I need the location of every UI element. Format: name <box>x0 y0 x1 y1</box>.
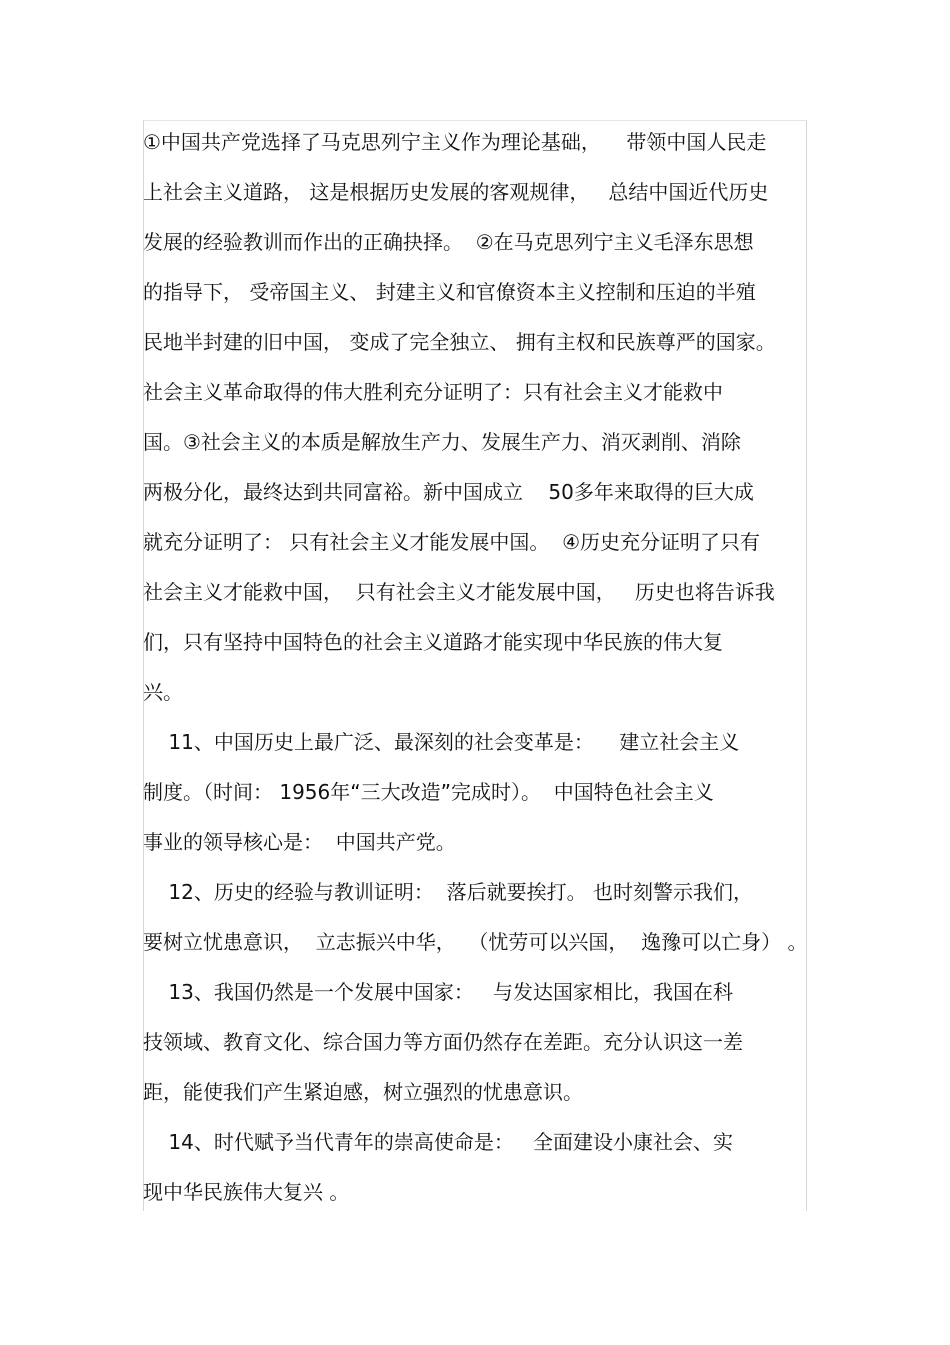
text-line: 就充分证明了： 只有社会主义才能发展中国。 ④历史充分证明了只有 <box>143 530 761 554</box>
text-line: 事业的领导核心是： 中国共产党。 <box>143 830 456 854</box>
text-line: 11、中国历史上最广泛、最深刻的社会变革是： 建立社会主义 <box>143 730 740 754</box>
text-line: 两极分化，最终达到共同富裕。新中国成立 50多年来取得的巨大成 <box>143 480 754 504</box>
text-line: ①中国共产党选择了马克思列宁主义作为理论基础， 带领中国人民走 <box>143 130 767 154</box>
text-line: 们，只有坚持中国特色的社会主义道路才能实现中华民族的伟大复 <box>143 630 723 654</box>
text-line: 距，能使我们产生紧迫感，树立强烈的忧患意识。 <box>143 1080 583 1104</box>
text-line: 发展的经验教训而作出的正确抉择。 ②在马克思列宁主义毛泽东思想 <box>143 230 754 254</box>
text-line: 现中华民族伟大复兴 。 <box>143 1180 350 1204</box>
text-line: 的指导下， 受帝国主义、 封建主义和官僚资本主义控制和压迫的半殖 <box>143 280 756 304</box>
text-line: 社会主义革命取得的伟大胜利充分证明了：只有社会主义才能救中 <box>143 380 723 404</box>
text-line: 要树立忧患意识， 立志振兴中华， （忧劳可以兴国， 逸豫可以亡身） 。 <box>143 930 808 954</box>
text-line: 社会主义才能救中国， 只有社会主义才能发展中国， 历史也将告诉我 <box>143 580 775 604</box>
text-line: 技领域、教育文化、综合国力等方面仍然存在差距。充分认识这一差 <box>143 1030 743 1054</box>
text-line: 民地半封建的旧中国， 变成了完全独立、 拥有主权和民族尊严的国家。 <box>143 330 776 354</box>
text-line: 制度。（时间： 1956年“三大改造”完成时）。 中国特色社会主义 <box>143 780 714 804</box>
text-line: 13、我国仍然是一个发展中国家： 与发达国家相比，我国在科 <box>143 980 733 1004</box>
text-line: 兴。 <box>143 680 183 704</box>
text-line: 上社会主义道路， 这是根据历史发展的客观规律， 总结中国近代历史 <box>143 180 769 204</box>
text-line: 国。③社会主义的本质是解放生产力、发展生产力、消灭剥削、消除 <box>143 430 741 454</box>
text-line: 12、历史的经验与教训证明： 落后就要挨打。 也时刻警示我们， <box>143 880 753 904</box>
text-line: 14、时代赋予当代青年的崇高使命是： 全面建设小康社会、实 <box>143 1130 733 1154</box>
